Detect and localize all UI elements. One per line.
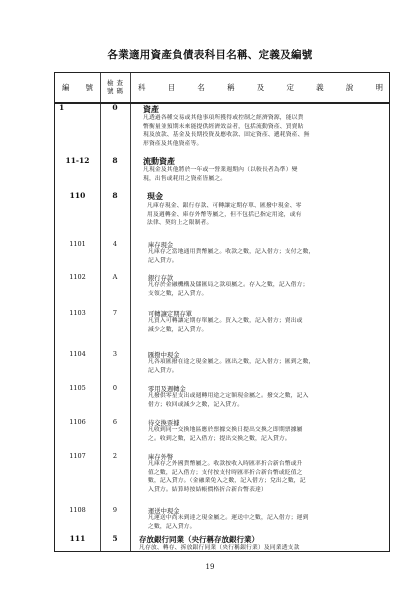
header-check: 檢 查 號 碼 <box>107 79 123 95</box>
header-definition: 科 目 名 稱 及 定 義 說 明 <box>138 83 383 92</box>
column-divider <box>130 73 131 551</box>
page-title: 各業適用資產負債表科目名稱、定義及編號 <box>107 49 313 61</box>
header-code: 編 號 <box>62 83 93 92</box>
account-table: 編 號 檢 查 號 碼 科 目 名 稱 及 定 義 說 明 1 0 資產 凡透過各種交易或其他事項所獲得或控制之經濟資源，能以貨 幣衡量並預期未來能提供經濟效益者，包括流動資產、買賣貼 現及放款、基金及長期投資及應收款、固定資產、遞耗資產、無 形資產及其他資產等。 11-12 8 流動資產 凡現金及其他將於一年或一營業週期內（以較長者為準）變 現，出售或耗用之資產皆屬之。 110 8 現金 凡庫存現金、銀行存款、可轉讓定期存單、匯撥中現金、零 用及週轉金、庫存外幣等屬之，但不包括已指定用途，或有 法律、契約上之限制者。 1101 4 庫存現金 凡庫存之當地通用貨幣屬之。收款之數，記入借方；支付之數， 記入貸方。 1102 A 銀行存款 凡存於金融機構及儲匯局之款項屬之。存入之數，記入借方； 支領之數，記入貸方。 1103 7 可轉讓定期存單 凡買入可轉讓定期存單屬之。買入之數，記入借方；賣出或 減少之數，記入貸方。 1104 3 匯撥中現金 凡各項匯撥在途之現金屬之。匯出之數，記入借方；匯到之數， 記入貸方。 1105 0 零用及週轉金 凡撥供零星支出或週轉用途之定額現金屬之。撥交之數，記入 借方；收回或減少之數，記入貸方。 1106 6 待交換票據 凡收到同一交換地區應於票據交換日提出交換之即期票據屬 之。收到之數，記入借方；提出交換之數，記入貸方。 1107 2 庫存外幣 凡庫存之外國貨幣屬之。收款按收入時匯率折合新台幣或升 值之數，記入借方；支付按支付時匯率折合新台幣或貶值之 數，記入貸方。（金融業免入之數，記入借方；兌出之數，記 入貸方。結算時按結帳價格折合新台幣表達） 1108 9 運送中現金 凡運送中尚未到達之現金屬之。運送中之數，記入借方；運到 之數，記入貸方。 111 5 存放銀行同業（央行稱存放銀行業） 凡存放、轉存、拆放銀行同業（央行稱銀行業）及同業透支款 <box>54 72 390 552</box>
page-number: 19 <box>205 563 215 571</box>
